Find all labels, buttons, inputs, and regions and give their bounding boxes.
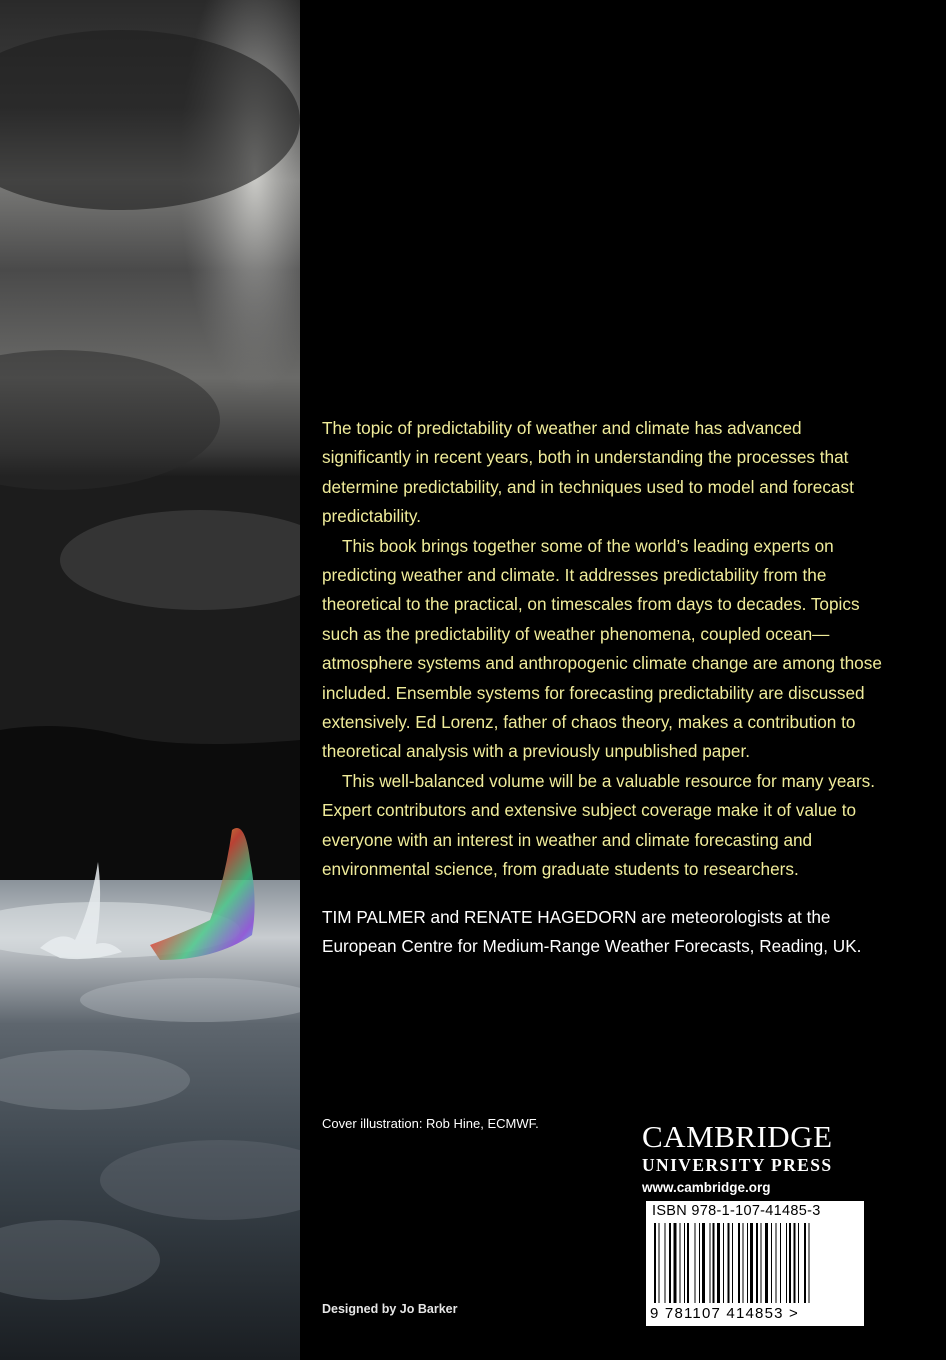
book-description [322,414,882,885]
barcode-bar [732,1223,733,1303]
barcode-bar [798,1223,799,1303]
barcode-bar [765,1223,768,1303]
publisher-name: CAMBRIDGE [642,1119,833,1154]
barcode-bar [743,1223,744,1303]
designer-credit: Designed by Jo Barker [322,1302,458,1316]
publisher-url: www.cambridge.org [642,1180,771,1195]
barcode-bar [680,1223,681,1303]
publisher-subname: UNIVERSITY PRESS [642,1155,833,1175]
barcode-bar [756,1223,758,1303]
barcode-bar [695,1223,696,1303]
barcode-bar [713,1223,715,1303]
cover-illustration-credit: Cover illustration: Rob Hine, ECMWF. [322,1116,539,1131]
barcode-bar [750,1223,753,1303]
barcode-bar [794,1223,796,1303]
barcode-bar [747,1223,748,1303]
isbn-label: ISBN 978-1-107-41485-3 [652,1203,821,1219]
barcode-digits: 9 781107 414853 > [650,1305,799,1322]
cover-photo-stormy-sea [0,0,300,1360]
description-paragraph-2: This book brings together some of the world’s leading experts on predicting weather and climate. It addresses predictability from the theoretical to the practical, on timescales from days to decades. Topics such as the predictability of weather phenomena, coupled ocean—atmosphere systems and anthropogenic climate change are among those included. Ensemble systems for forecasting predictability are discussed extensively. Ed Lorenz, father of chaos theory, makes a contribution to theoretical analysis with a previously unpublished paper. [322,535,882,762]
barcode-bar [687,1223,689,1303]
cover-photo-illustration [0,0,300,1360]
barcode-bar [780,1223,781,1303]
barcode-bar [789,1223,791,1303]
barcode-bar [674,1223,677,1303]
isbn-barcode [646,1201,864,1326]
publisher-logo [642,1120,862,1195]
barcode-bar [659,1223,660,1303]
barcode-bar [804,1223,806,1303]
barcode-bar [728,1223,730,1303]
author-bio: TIM PALMER and RENATE HAGEDORN are meteorologists at the European Centre for Medium-Range Weather Forecasts, Reading, UK. [322,906,862,956]
description-paragraph-1: The topic of predictability of weather and climate has advanced significantly in recent years, both in understanding the processes that determine predictability, and in techniques used to model and forecast predictability. [322,418,854,527]
barcode-bar [684,1223,685,1303]
barcode-bar [761,1223,762,1303]
barcode-bar [669,1223,671,1303]
barcode-bar [710,1223,711,1303]
barcode-bar [771,1223,772,1303]
barcode-bar [786,1223,787,1303]
barcode-bars [652,1223,858,1305]
barcode-bar [699,1223,700,1303]
barcode-bar [738,1223,740,1303]
barcode-bar [665,1223,666,1303]
barcode-bar [809,1223,810,1303]
blurb-section [322,414,882,961]
description-paragraph-3: This well-balanced volume will be a valuable resource for many years. Expert contributors and extensive subject coverage make it of value to everyone with an interest in weather and climate forecasting and environmental science, from graduate students to researchers. [322,770,876,880]
barcode-bar [776,1223,777,1303]
barcode-bar [717,1223,720,1303]
barcode-bar [702,1223,705,1303]
barcode-bar [654,1223,656,1303]
barcode-bar [723,1223,724,1303]
